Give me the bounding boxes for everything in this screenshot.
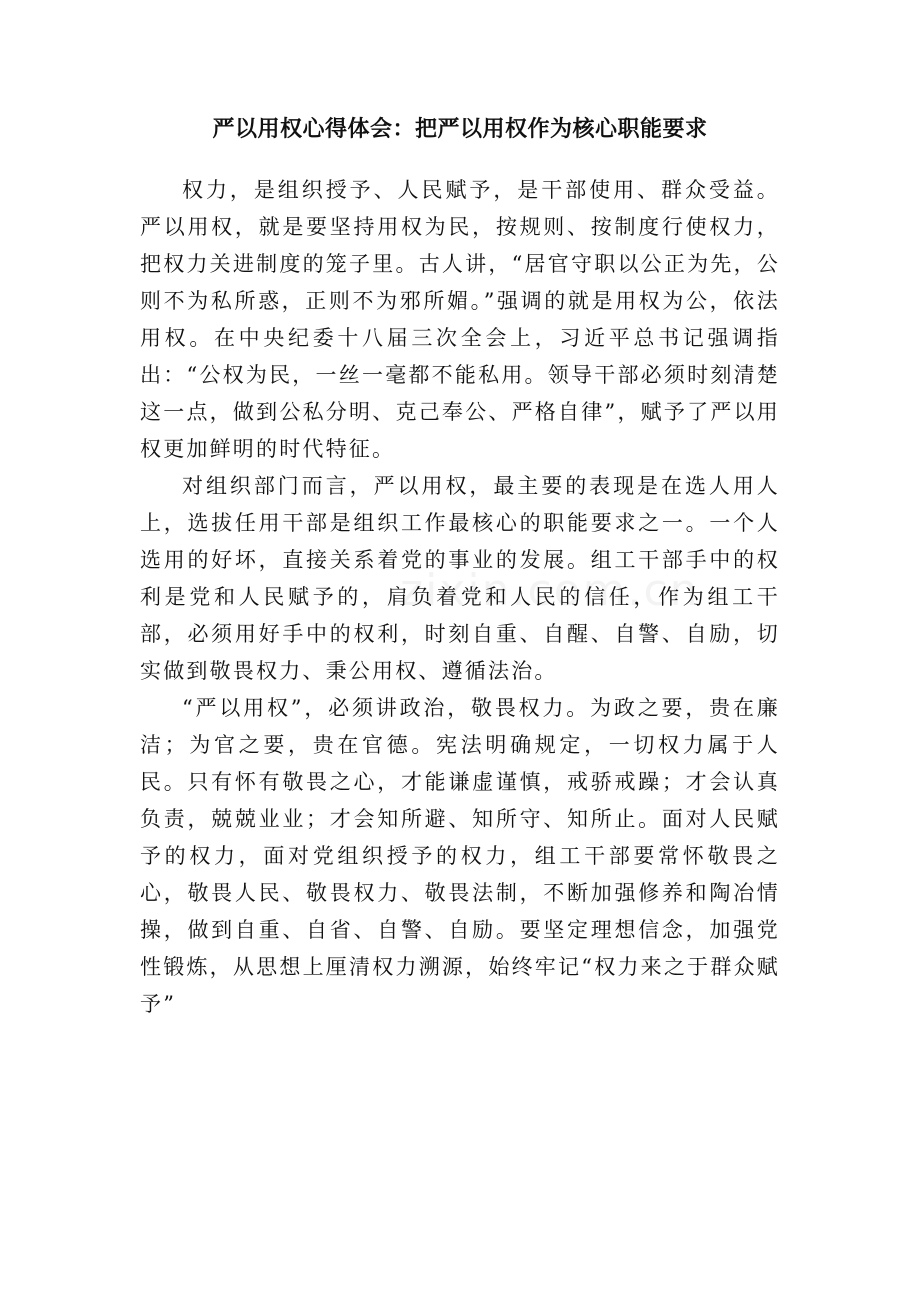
paragraph-2: 对组织部门而言，严以用权，最主要的表现是在选人用人上，选拔任用干部是组织工作最核心的职能要求之一。一个人选用的好坏，直接关系着党的事业的发展。组工干部手中的权利是党和人民赋予的，肩负着党和人民的信任，作为组工干部，必须用好手中的权利，时刻自重、自醒、自警、自励，切实做到敬畏权力、秉公用权、遵循法治。 (140, 474, 780, 683)
document-title: 严以用权心得体会：把严以用权作为核心职能要求 (212, 116, 708, 142)
paragraph-3: “严以用权”，必须讲政治，敬畏权力。为政之要，贵在廉洁；为官之要，贵在官德。宪法明确规定，一切权力属于人民。只有怀有敬畏之心，才能谦虚谨慎，戒骄戒躁；才会认真负责，兢兢业业；才会知所避、知所守、知所止。面对人民赋予的权力，面对党组织授予的权力，组工干部要常怀敬畏之心，敬畏人民、敬畏权力、敬畏法制，不断加强修养和陶冶情操，做到自重、自省、自警、自励。要坚定理想信念，加强党性锻炼，从思想上厘清权力溯源，始终牢记“权力来之于群众赋予” (140, 696, 780, 1016)
paragraph-1: 权力，是组织授予、人民赋予，是干部使用、群众受益。严以用权，就是要坚持用权为民，按规则、按制度行使权力，把权力关进制度的笼子里。古人讲，“居官守职以公正为先，公则不为私所惑，正则不为邪所媚。”强调的就是用权为公，依法用权。在中央纪委十八届三次全会上，习近平总书记强调指出：“公权为民，一丝一毫都不能私用。领导干部必须时刻清楚这一点，做到公私分明、克己奉公、严格自律”，赋予了严以用权更加鲜明的时代特征。 (140, 178, 780, 461)
document-body (140, 172, 780, 1023)
